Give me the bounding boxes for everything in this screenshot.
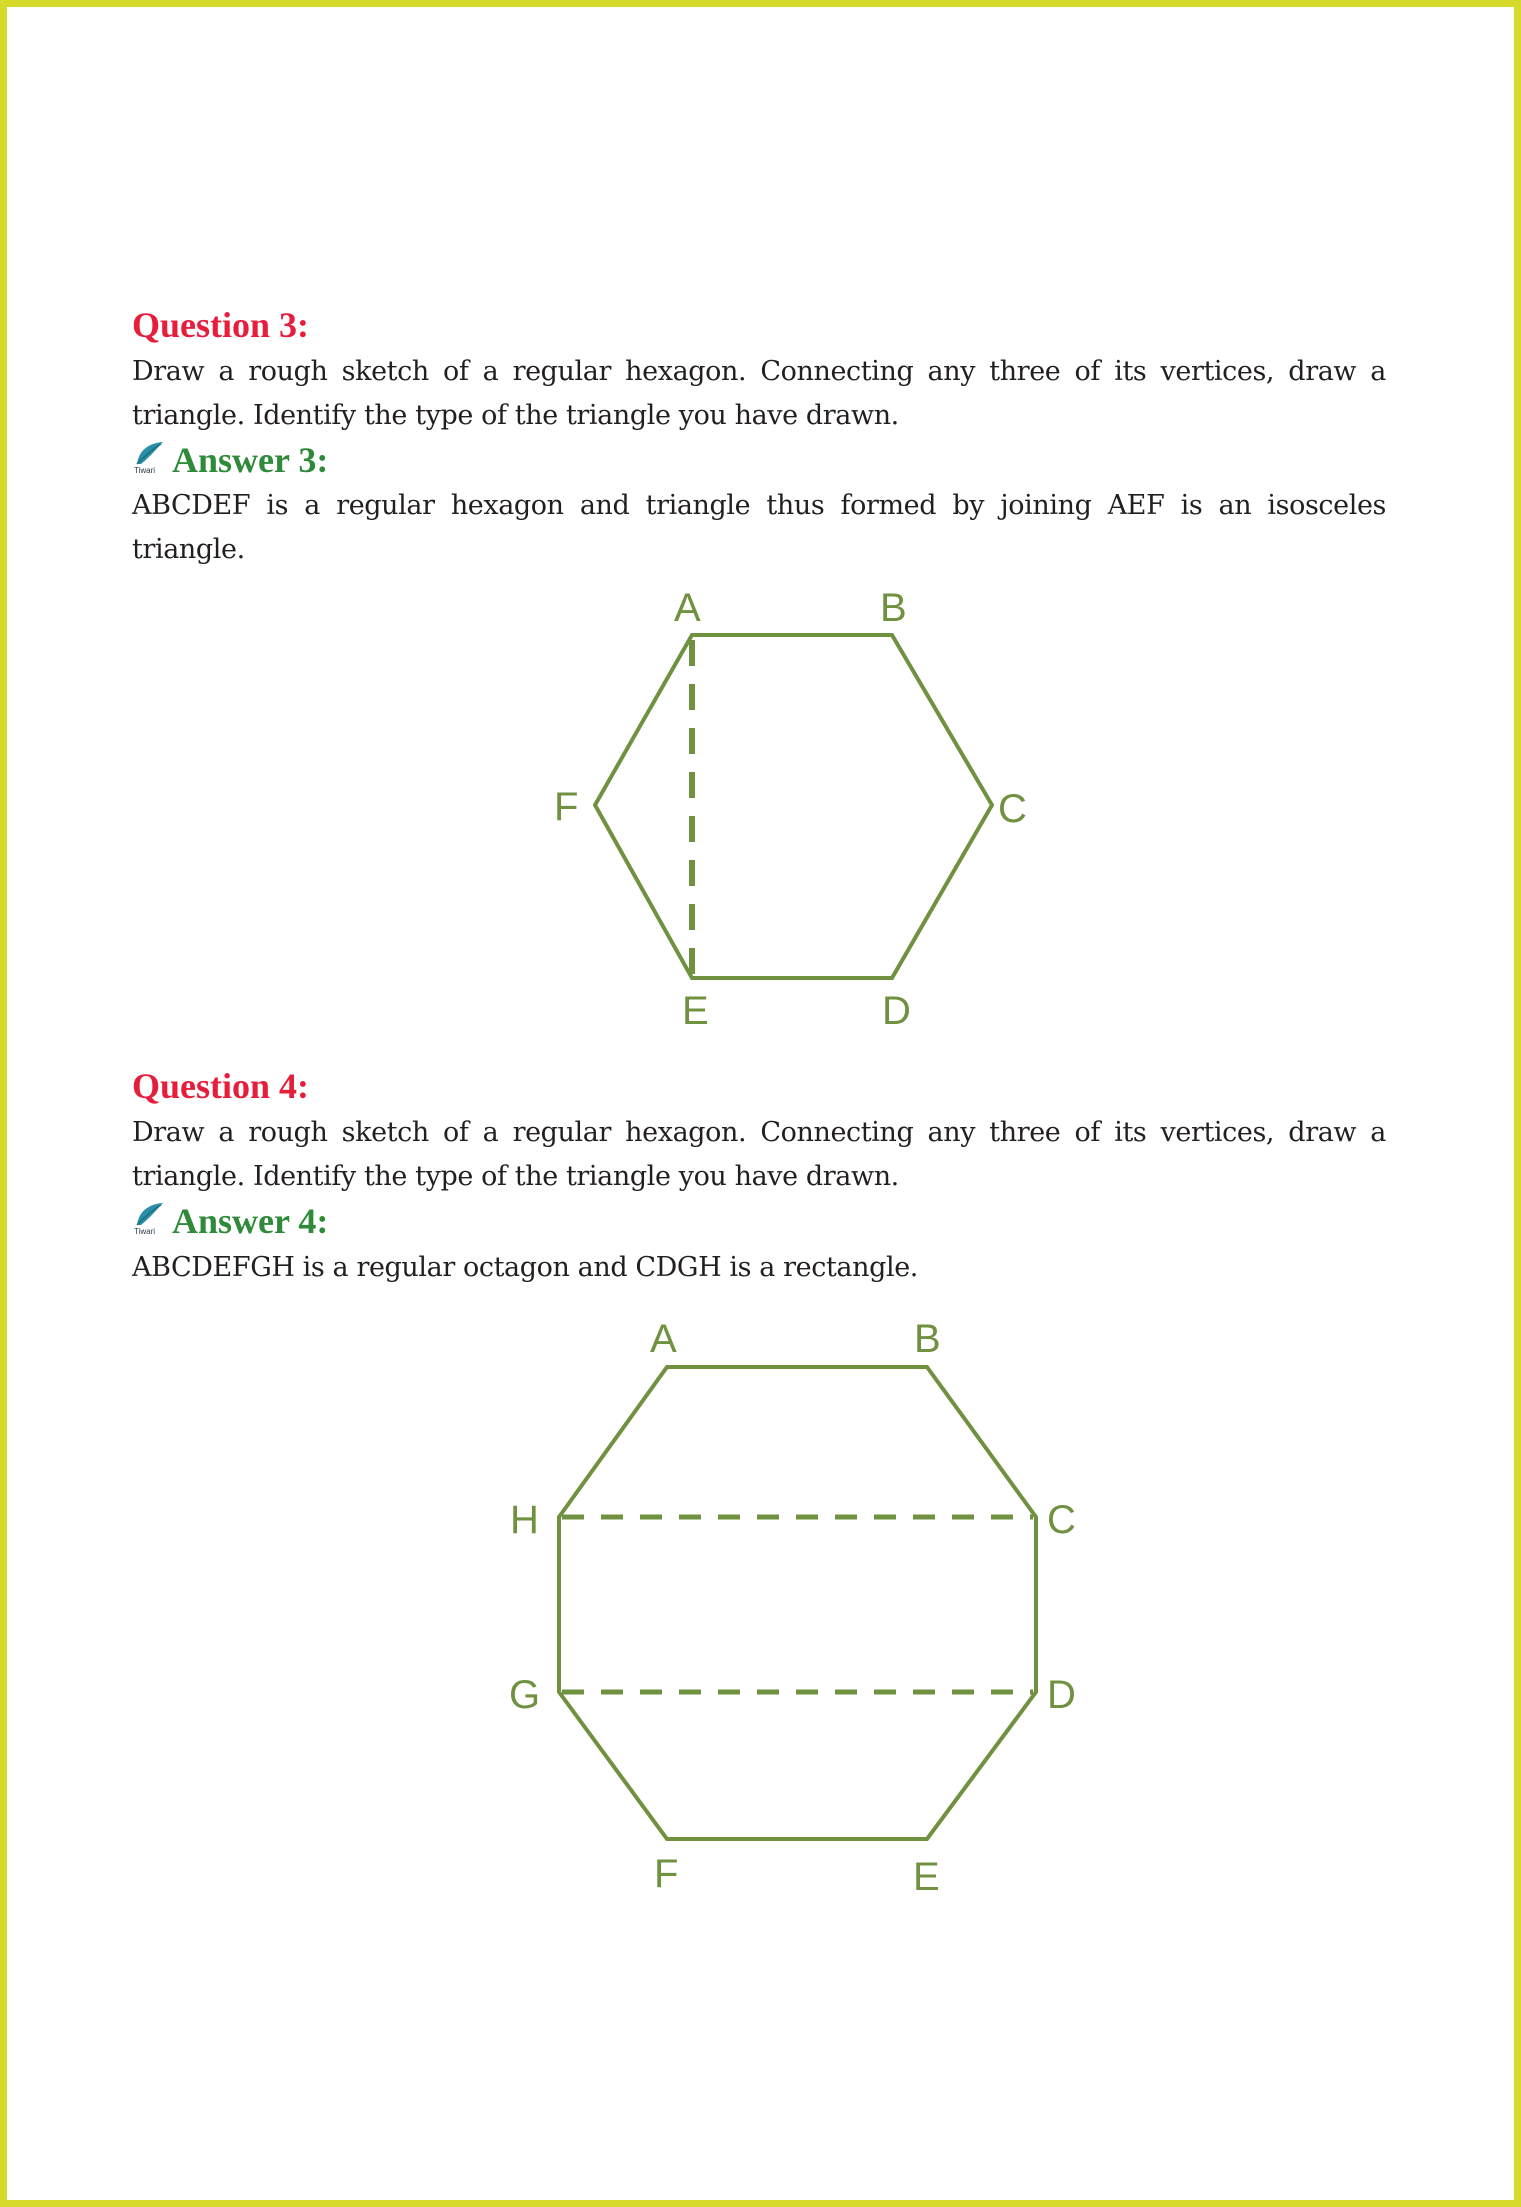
answer-4-line-1: ABCDEFGH is a regular octagon and CDGH is a rectangle. <box>132 1252 918 1283</box>
vertex-label-g: G <box>509 1673 541 1717</box>
svg-text:Tiwari: Tiwari <box>134 1227 156 1235</box>
vertex-label-b: B <box>880 586 907 630</box>
answer-4-text <box>132 1246 1386 1290</box>
question-4-text <box>132 1111 1386 1199</box>
vertex-label-f: F <box>654 1852 679 1896</box>
question-4-line-1: Draw a rough sketch of a regular hexagon. Connecting any three of its vertices, draw a <box>132 1117 1386 1148</box>
vertex-label-c: C <box>998 787 1027 831</box>
vertex-label-a: A <box>650 1317 677 1361</box>
hexagon-outline <box>595 635 992 978</box>
svg-text:Tiwari: Tiwari <box>134 466 156 474</box>
answer-4-heading: Answer 4: <box>172 1201 329 1241</box>
question-3-line-1: Draw a rough sketch of a regular hexagon. Connecting any three of its vertices, draw a <box>132 356 1386 387</box>
vertex-label-a: A <box>674 586 701 630</box>
vertex-label-d: D <box>1047 1673 1076 1717</box>
answer-3-line-1: ABCDEF is a regular hexagon and triangle thus formed by joining AEF is an isosceles <box>132 490 1386 521</box>
vertex-label-f: F <box>554 785 579 829</box>
question-3-line-2: triangle. Identify the type of the triangle you have drawn. <box>132 400 899 431</box>
vertex-label-c: C <box>1047 1498 1076 1542</box>
answer-3-line-2: triangle. <box>132 534 245 565</box>
vertex-label-b: B <box>914 1317 941 1361</box>
tiwari-quill-logo-icon <box>133 1201 167 1235</box>
octagon-outline <box>559 1367 1036 1839</box>
question-3-heading: Question 3: <box>132 305 310 345</box>
answer-3-heading: Answer 3: <box>172 440 329 480</box>
hexagon-figure <box>0 0 1521 1060</box>
question-4-line-2: triangle. Identify the type of the triangle you have drawn. <box>132 1161 899 1192</box>
octagon-figure <box>0 1290 1521 1910</box>
vertex-label-e: E <box>913 1855 940 1899</box>
vertex-label-d: D <box>882 989 911 1033</box>
question-4-heading: Question 4: <box>132 1066 310 1106</box>
vertex-label-e: E <box>682 989 709 1033</box>
vertex-label-h: H <box>510 1498 539 1542</box>
